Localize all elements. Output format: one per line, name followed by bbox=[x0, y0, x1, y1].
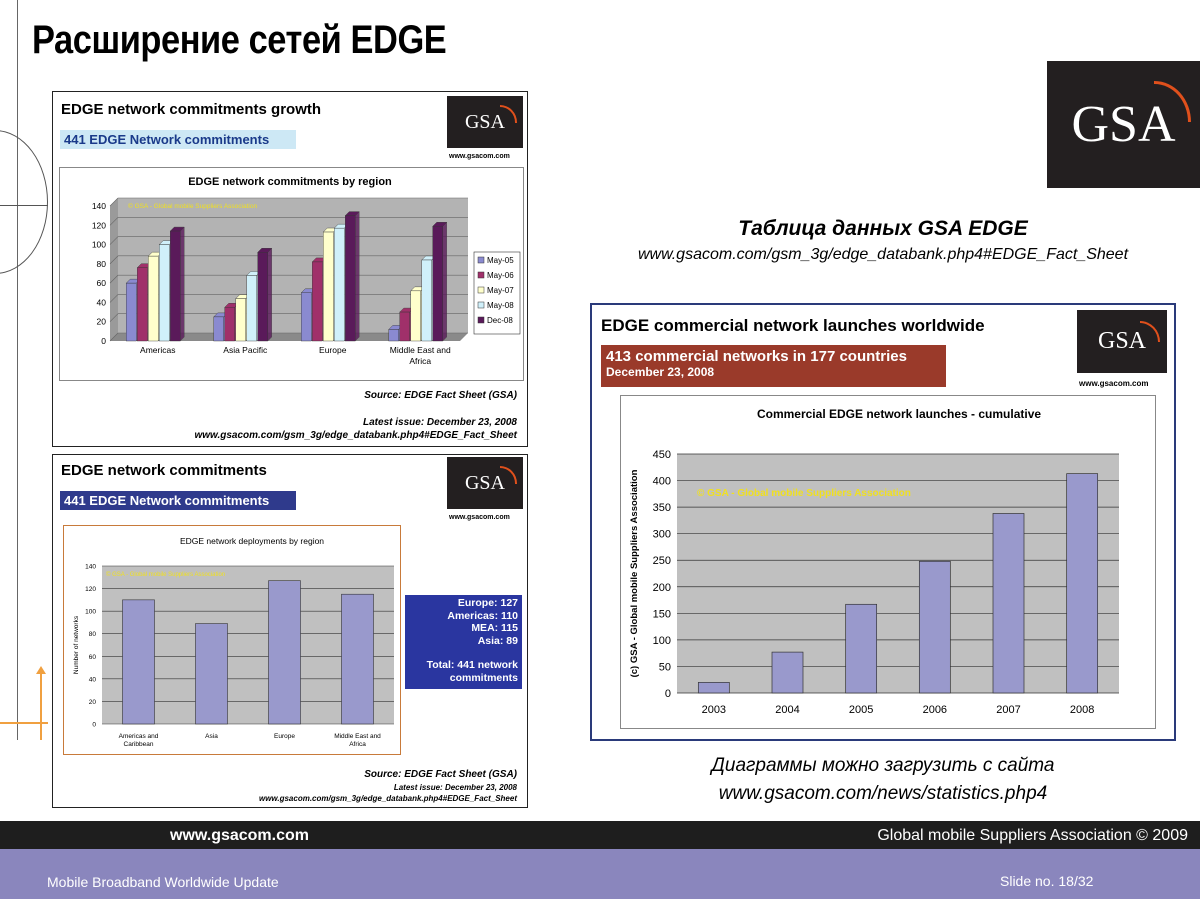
bar bbox=[225, 307, 235, 341]
y-tick-label: 100 bbox=[85, 608, 96, 616]
gsa-logo bbox=[1077, 310, 1167, 373]
legend-swatch bbox=[478, 257, 484, 263]
chart-deployments-by-region bbox=[64, 526, 400, 754]
decorative-orange-line-horizontal bbox=[0, 722, 48, 724]
gsa-logo-text: GSA bbox=[464, 471, 505, 494]
x-tick-label: 2006 bbox=[922, 704, 948, 716]
bar bbox=[214, 317, 224, 341]
bar bbox=[345, 216, 355, 341]
logo-url: www.gsacom.com bbox=[1079, 379, 1149, 388]
bar bbox=[342, 594, 374, 724]
y-tick-label: 20 bbox=[88, 698, 96, 706]
x-tick-label: 2004 bbox=[775, 704, 800, 716]
bar bbox=[334, 228, 344, 341]
y-tick-label: 350 bbox=[652, 502, 671, 515]
summary-line: Europe: 127 bbox=[457, 597, 518, 609]
commitments-banner: 441 EDGE Network commitments bbox=[60, 130, 296, 149]
bar bbox=[123, 600, 155, 724]
bar bbox=[247, 275, 257, 341]
bar bbox=[301, 293, 311, 341]
y-tick-label: 80 bbox=[88, 631, 96, 639]
databank-link[interactable]: www.gsacom.com/gsm_3g/edge_databank.php4#EDGE_Fact_Sheet bbox=[258, 794, 517, 803]
y-tick-label: 80 bbox=[96, 258, 106, 269]
x-tick-label: Africa bbox=[349, 741, 366, 748]
chart-commitments-by-region bbox=[60, 168, 523, 380]
bar bbox=[159, 245, 169, 341]
logo-url: www.gsacom.com bbox=[449, 514, 510, 521]
chart-title: EDGE network commitments by region bbox=[188, 176, 392, 188]
launches-banner bbox=[601, 345, 946, 387]
footer-strip bbox=[0, 849, 1200, 899]
footer-organization: Global mobile Suppliers Association © 2009 bbox=[877, 827, 1188, 844]
x-tick-label: Caribbean bbox=[123, 741, 154, 748]
chart-title: Commercial EDGE network launches - cumulative bbox=[756, 407, 1042, 421]
slide-title: Расширение сетей EDGE bbox=[32, 18, 447, 62]
gsa-logo bbox=[447, 96, 523, 148]
bar bbox=[269, 581, 301, 724]
gsa-logo-text: GSA bbox=[1097, 328, 1146, 354]
summary-line: MEA: 115 bbox=[471, 622, 518, 634]
slide-number: Slide no. 18/32 bbox=[1000, 873, 1094, 889]
chart-cumulative-launches bbox=[621, 396, 1155, 728]
bar bbox=[400, 312, 410, 341]
panel-commitments-growth bbox=[52, 91, 528, 447]
gsa-logo-large bbox=[1047, 61, 1200, 188]
panel-title: EDGE commercial network launches worldwide bbox=[601, 316, 985, 335]
bar bbox=[170, 231, 180, 341]
x-tick-label: 2003 bbox=[701, 704, 727, 716]
footer-url[interactable]: www.gsacom.com bbox=[170, 827, 309, 844]
y-tick-label: 140 bbox=[85, 563, 96, 571]
x-tick-label: Asia Pacific bbox=[223, 345, 268, 355]
legend-swatch bbox=[478, 317, 484, 323]
gsa-logo bbox=[447, 457, 523, 509]
chart-watermark: © GSA - Global mobile Suppliers Association bbox=[128, 203, 258, 210]
y-tick-label: 250 bbox=[652, 555, 671, 568]
bar bbox=[389, 329, 399, 341]
y-tick-label: 40 bbox=[96, 297, 106, 308]
bar bbox=[698, 682, 729, 693]
x-tick-label: Americas bbox=[140, 345, 176, 355]
bar bbox=[236, 299, 246, 341]
bar bbox=[323, 232, 333, 341]
chart-box bbox=[620, 395, 1156, 729]
legend-label: May-07 bbox=[487, 286, 514, 295]
logo-url: www.gsacom.com bbox=[449, 153, 510, 160]
bar-side bbox=[268, 248, 272, 341]
bar bbox=[1067, 474, 1098, 693]
gsa-arcs-icon bbox=[500, 466, 517, 484]
bar bbox=[258, 252, 268, 341]
y-tick-label: 0 bbox=[101, 336, 106, 346]
y-tick-label: 50 bbox=[658, 661, 671, 674]
x-tick-label: Europe bbox=[319, 345, 347, 355]
legend-swatch bbox=[478, 287, 484, 293]
decorative-horizontal-line bbox=[0, 205, 48, 206]
x-tick-label: 2008 bbox=[1069, 704, 1095, 716]
bar-side bbox=[180, 227, 184, 341]
panel-title: EDGE network commitments growth bbox=[61, 101, 322, 118]
panel-commercial-launches bbox=[590, 303, 1176, 741]
bar bbox=[196, 624, 228, 724]
y-tick-label: 60 bbox=[88, 653, 96, 661]
chart-watermark: © GSA - Global mobile Suppliers Association bbox=[106, 572, 226, 578]
y-tick-label: 60 bbox=[96, 278, 106, 289]
legend-label: May-08 bbox=[487, 301, 514, 310]
legend-label: May-05 bbox=[487, 256, 514, 265]
y-tick-label: 120 bbox=[85, 586, 96, 594]
y-tick-label: 0 bbox=[664, 688, 671, 700]
download-url[interactable]: www.gsacom.com/news/statistics.php4 bbox=[718, 783, 1048, 804]
gsa-logo-text: GSA bbox=[464, 110, 505, 133]
y-tick-label: 40 bbox=[88, 676, 96, 684]
bar bbox=[433, 226, 443, 341]
chart-box bbox=[59, 167, 524, 381]
legend-swatch bbox=[478, 302, 484, 308]
y-tick-label: 450 bbox=[652, 449, 671, 461]
decorative-vertical-line bbox=[17, 0, 18, 740]
source-text: Source: EDGE Fact Sheet (GSA) bbox=[364, 390, 517, 401]
y-tick-label: 20 bbox=[96, 316, 106, 327]
bar bbox=[411, 291, 421, 341]
bar bbox=[148, 256, 158, 341]
databank-link[interactable]: www.gsacom.com/gsm_3g/edge_databank.php4#EDGE_Fact_Sheet bbox=[194, 430, 517, 441]
chart-side-wall bbox=[110, 198, 118, 341]
summary-line: commitments bbox=[449, 671, 518, 684]
y-tick-label: 200 bbox=[652, 581, 671, 594]
footer-bar bbox=[0, 821, 1200, 849]
decorative-circle bbox=[0, 130, 48, 274]
y-tick-label: 150 bbox=[652, 608, 671, 621]
x-tick-label: 2005 bbox=[848, 704, 874, 716]
y-tick-label: 140 bbox=[91, 201, 106, 211]
legend-swatch bbox=[478, 272, 484, 278]
x-tick-label: Europe bbox=[274, 733, 295, 740]
gsa-arcs-icon bbox=[1154, 81, 1191, 122]
y-tick-label: 120 bbox=[91, 220, 106, 231]
gsa-arcs-icon bbox=[1140, 321, 1160, 342]
x-tick-label: Americas and bbox=[118, 733, 159, 740]
bar bbox=[772, 652, 803, 693]
y-tick-label: 400 bbox=[652, 475, 671, 488]
databank-url[interactable]: www.gsacom.com/gsm_3g/edge_databank.php4#EDGE_Fact_Sheet bbox=[637, 246, 1129, 263]
y-tick-label: 100 bbox=[652, 634, 671, 647]
footer-presentation-title: Mobile Broadband Worldwide Update bbox=[47, 874, 279, 890]
bar bbox=[993, 513, 1024, 693]
summary-line: Total: 441 network bbox=[426, 659, 518, 671]
legend-label: Dec-08 bbox=[487, 316, 513, 325]
legend-label: May-06 bbox=[487, 271, 514, 280]
x-tick-label: Asia bbox=[205, 733, 218, 740]
summary-box bbox=[405, 595, 522, 689]
chart-watermark: © GSA - Global mobile Suppliers Association bbox=[697, 488, 911, 499]
summary-line: Americas: 110 bbox=[447, 609, 518, 622]
summary-line: Asia: 89 bbox=[477, 634, 518, 647]
x-tick-label: Middle East and bbox=[334, 733, 381, 740]
x-tick-label: Africa bbox=[409, 356, 432, 366]
summary-line bbox=[409, 647, 518, 659]
y-axis-label: (c) GSA - Global mobile Suppliers Association bbox=[629, 469, 640, 678]
decorative-arrow-icon bbox=[36, 666, 46, 674]
panel-title: EDGE network commitments bbox=[61, 462, 267, 479]
x-tick-label: Middle East and bbox=[389, 345, 451, 355]
chart-box bbox=[63, 525, 401, 755]
issue-text: Latest issue: December 23, 2008 bbox=[363, 417, 517, 428]
chart-title: EDGE network deployments by region bbox=[179, 536, 325, 546]
bar-side bbox=[355, 212, 359, 341]
databank-title: Таблица данных GSA EDGE bbox=[738, 217, 1028, 240]
y-tick-label: 300 bbox=[652, 528, 671, 541]
bar bbox=[846, 604, 877, 693]
issue-text: Latest issue: December 23, 2008 bbox=[393, 783, 517, 792]
banner-date: December 23, 2008 bbox=[606, 365, 715, 379]
bar bbox=[312, 262, 322, 341]
banner-headline: 413 commercial networks in 177 countries bbox=[606, 348, 907, 365]
y-tick-label: 100 bbox=[91, 239, 106, 250]
bar bbox=[919, 561, 950, 693]
gsa-arcs-icon bbox=[500, 105, 517, 123]
bar-side bbox=[443, 222, 447, 341]
commitments-banner: 441 EDGE Network commitments bbox=[60, 491, 296, 510]
decorative-orange-line bbox=[40, 672, 42, 740]
bar bbox=[137, 268, 147, 341]
bar bbox=[422, 260, 432, 341]
download-text: Диаграммы можно загрузить с сайта bbox=[711, 755, 1055, 776]
x-tick-label: 2007 bbox=[996, 704, 1021, 716]
gsa-logo-text: GSA bbox=[1071, 96, 1176, 153]
y-axis-label: Number of networks bbox=[73, 615, 80, 675]
source-text: Source: EDGE Fact Sheet (GSA) bbox=[364, 769, 517, 780]
panel-commitments bbox=[52, 454, 528, 808]
bar bbox=[126, 283, 136, 341]
y-tick-label: 0 bbox=[92, 721, 96, 729]
